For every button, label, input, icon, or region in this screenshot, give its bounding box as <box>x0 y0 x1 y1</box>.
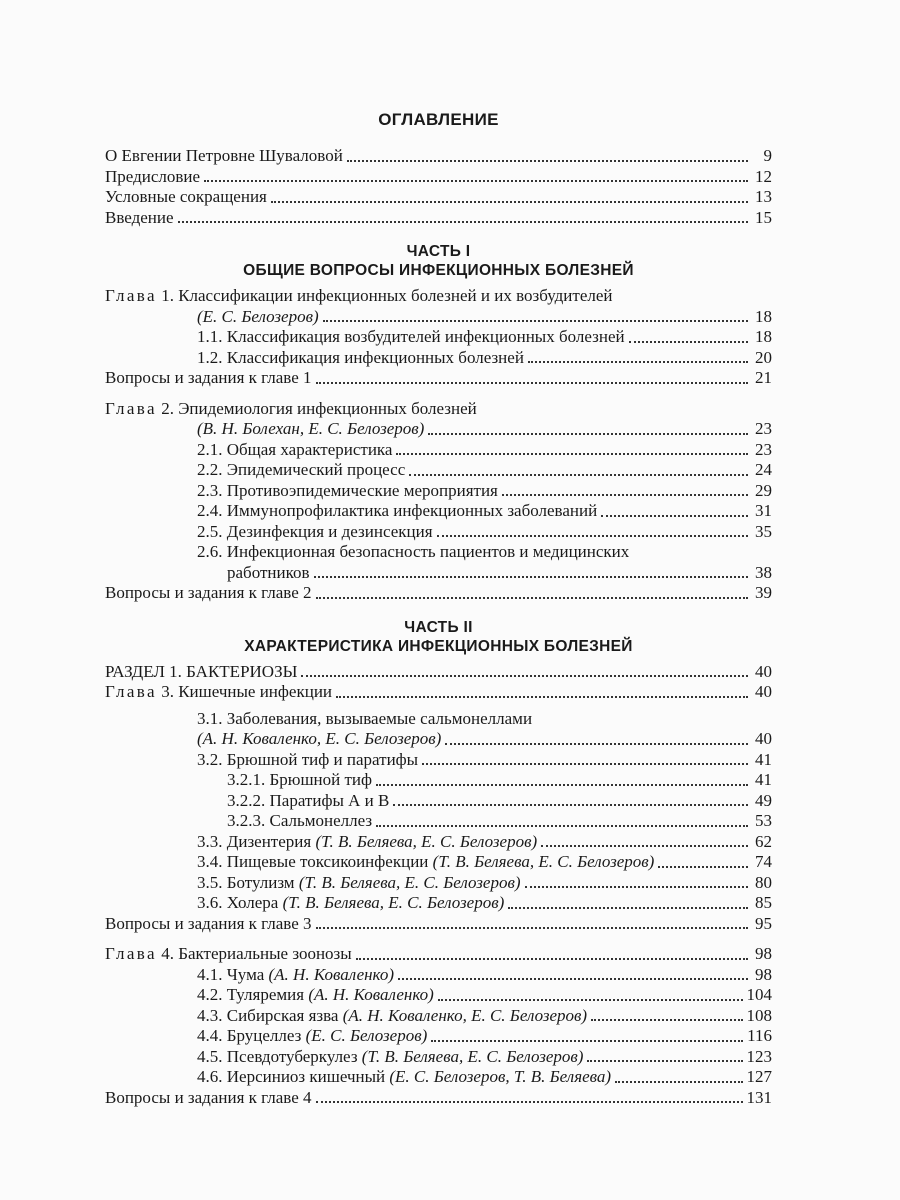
toc-entry[interactable] <box>105 419 772 440</box>
leader-dots <box>393 804 748 806</box>
toc-entry[interactable] <box>105 852 772 873</box>
entry-authors: (А. Н. Коваленко) <box>268 964 395 984</box>
entry-text: 3.6. Холера <box>197 893 283 912</box>
entry-text-line[interactable]: 2.6. Инфекционная безопасность пациентов и медицинских <box>197 542 630 561</box>
leader-dots <box>301 675 748 677</box>
leader-dots <box>525 886 748 888</box>
page-number: 49 <box>755 790 772 810</box>
entry-authors: (Т. В. Беляева, Е. С. Белозеров) <box>361 1046 584 1066</box>
toc-entry[interactable] <box>105 460 772 481</box>
leader-dots <box>398 978 748 980</box>
part-label: ЧАСТЬ I <box>406 243 471 260</box>
page-number: 38 <box>755 562 772 582</box>
entry-text: 2.2. Эпидемический процесс <box>197 460 406 479</box>
entry-text: Вопросы и задания к главе 2 <box>105 583 312 602</box>
leader-dots <box>437 535 748 537</box>
leader-dots <box>356 958 748 960</box>
chapter-heading[interactable] <box>105 399 772 420</box>
leader-dots <box>376 825 748 827</box>
leader-dots <box>316 1101 743 1103</box>
chapter-prefix: Глава <box>105 682 157 701</box>
page-number: 41 <box>755 749 772 769</box>
part-title: ОБЩИЕ ВОПРОСЫ ИНФЕКЦИОННЫХ БОЛЕЗНЕЙ <box>243 262 634 279</box>
toc-entry[interactable] <box>105 522 772 543</box>
toc-entry[interactable] <box>105 1067 772 1088</box>
entry-text-line[interactable]: 3.1. Заболевания, вызываемые сальмонеллами <box>197 708 533 728</box>
page-number: 23 <box>755 419 772 438</box>
toc-entry[interactable] <box>105 662 772 683</box>
page-number: 127 <box>746 1067 772 1086</box>
leader-dots <box>204 180 748 182</box>
leader-dots <box>587 1060 742 1062</box>
toc-entry[interactable] <box>105 811 772 832</box>
leader-dots <box>431 1040 743 1042</box>
page-number: 123 <box>746 1046 772 1066</box>
page-number: 35 <box>755 521 772 541</box>
page-number: 15 <box>755 207 772 227</box>
toc-entry[interactable] <box>105 750 772 771</box>
part-title: ХАРАКТЕРИСТИКА ИНФЕКЦИОННЫХ БОЛЕЗНЕЙ <box>244 637 633 655</box>
chapter-title: 2. Эпидемиология инфекционных болезней <box>161 398 477 418</box>
entry-text: 2.3. Противоэпидемические мероприятия <box>197 480 498 500</box>
leader-dots <box>541 845 748 847</box>
leader-dots <box>502 494 748 496</box>
toc-entry[interactable] <box>105 682 772 703</box>
leader-dots <box>396 453 748 455</box>
leader-dots <box>601 515 748 517</box>
leader-dots <box>314 576 748 578</box>
page-number: 12 <box>755 166 772 186</box>
page-number: 98 <box>755 964 772 984</box>
page-number: 53 <box>755 811 772 830</box>
entry-text: 3.4. Пищевые токсикоинфекции <box>197 852 433 871</box>
page-number: 85 <box>755 893 772 912</box>
entry-text: О Евгении Петровне Шуваловой <box>105 146 343 165</box>
page-number: 104 <box>746 985 772 1004</box>
chapter-prefix: Глава <box>105 398 157 418</box>
page-number: 40 <box>755 661 772 681</box>
entry-authors: (А. Н. Коваленко, Е. С. Белозеров) <box>197 729 442 748</box>
page-number: 131 <box>746 1087 772 1107</box>
entry-text: 2.4. Иммунопрофилактика инфекционных заболеваний <box>197 501 598 520</box>
toc-entry[interactable] <box>105 440 772 461</box>
entry-text: 3.2.1. Брюшной тиф <box>227 770 373 789</box>
entry-text: Вопросы и задания к главе 1 <box>105 368 312 387</box>
page-number: 108 <box>746 1005 772 1025</box>
toc-entry[interactable] <box>105 208 772 229</box>
chapter-prefix: Глава <box>105 944 157 963</box>
page-number: 9 <box>763 146 772 165</box>
entry-text: 4.5. Псевдотуберкулез <box>197 1046 362 1066</box>
toc-entry[interactable] <box>105 914 772 935</box>
page-number: 31 <box>755 501 772 520</box>
leader-dots <box>658 866 748 868</box>
entry-text: 3.3. Дизентерия <box>197 831 316 851</box>
page-number: 21 <box>755 368 772 387</box>
entry-text: 1.1. Классификация возбудителей инфекционных болезней <box>197 327 625 346</box>
part-label: ЧАСТЬ II <box>404 618 473 636</box>
chapter-title: 4. Бактериальные зоонозы <box>161 944 352 963</box>
toc-entry[interactable] <box>105 791 772 812</box>
leader-dots <box>347 160 748 162</box>
entry-text: 2.1. Общая характеристика <box>197 439 393 459</box>
entry-authors: (А. Н. Коваленко) <box>308 985 434 1004</box>
page-number: 62 <box>755 831 772 851</box>
entry-text: 3.2.3. Сальмонеллез <box>227 811 373 830</box>
entry-authors: (Т. В. Беляева, Е. С. Белозеров) <box>298 872 521 892</box>
leader-dots <box>316 382 748 384</box>
toc-entry[interactable] <box>105 1047 772 1068</box>
entry-text: Предисловие <box>105 166 201 186</box>
toc-entry[interactable] <box>105 583 772 604</box>
page-number: 18 <box>755 327 772 346</box>
leader-dots <box>422 763 748 765</box>
page-number: 18 <box>755 306 772 326</box>
entry-text: Вопросы и задания к главе 4 <box>105 1087 312 1107</box>
entry-text: 4.1. Чума <box>197 964 269 984</box>
entry-text: 3.5. Ботулизм <box>197 872 299 892</box>
toc-entry[interactable] <box>105 944 772 965</box>
page-number: 40 <box>755 729 772 748</box>
toc-entry[interactable] <box>105 1088 772 1109</box>
entry-authors: (Т. В. Беляева, Е. С. Белозеров) <box>432 852 655 871</box>
leader-dots <box>508 907 748 909</box>
toc-entry[interactable] <box>105 1026 772 1047</box>
leader-dots <box>323 320 748 322</box>
toc-entry[interactable] <box>105 729 772 750</box>
entry-authors: (Е. С. Белозеров) <box>305 1026 428 1045</box>
entry-text: 1.2. Классификация инфекционных болезней <box>197 347 524 367</box>
toc-entry[interactable] <box>105 501 772 522</box>
leader-dots <box>336 696 748 698</box>
toc-entry[interactable] <box>105 985 772 1006</box>
leader-dots <box>316 597 748 599</box>
leader-dots <box>615 1081 742 1083</box>
toc-entry[interactable] <box>105 873 772 894</box>
entry-text: Вопросы и задания к главе 3 <box>105 913 312 933</box>
page-number: 80 <box>755 872 772 892</box>
toc-entry[interactable] <box>105 146 772 167</box>
entry-text: 3.2.2. Паратифы А и В <box>227 790 390 810</box>
chapter-title: 3. Кишечные инфекции <box>161 682 333 701</box>
entry-authors: (Т. В. Беляева, Е. С. Белозеров) <box>282 893 505 912</box>
leader-dots <box>445 743 748 745</box>
leader-dots <box>271 201 748 203</box>
page-number: 95 <box>755 913 772 933</box>
toc-entry[interactable] <box>105 965 772 986</box>
chapter-title: 1. Классификации инфекционных болезней и их возбудителей <box>161 286 613 305</box>
chapter-heading[interactable] <box>105 286 772 307</box>
toc-entry[interactable] <box>105 167 772 188</box>
toc-entry[interactable] <box>105 187 772 208</box>
toc-entry[interactable] <box>105 348 772 369</box>
page-number: 23 <box>755 439 772 459</box>
entry-text: 2.5. Дезинфекция и дезинсекция <box>197 521 433 541</box>
leader-dots <box>591 1019 742 1021</box>
entry-authors: (Т. В. Беляева, Е. С. Белозеров) <box>315 831 538 851</box>
leader-dots <box>629 341 748 343</box>
entry-text: Введение <box>105 207 174 227</box>
page-number: 116 <box>747 1026 772 1045</box>
entry-text: 4.2. Туляремия <box>197 985 309 1004</box>
page-number: 29 <box>755 480 772 500</box>
leader-dots <box>376 784 748 786</box>
toc-entry[interactable] <box>105 481 772 502</box>
chapter-authors: (В. Н. Болехан, Е. С. Белозеров) <box>197 419 425 438</box>
toc-entry[interactable] <box>105 327 772 348</box>
leader-dots <box>178 221 748 223</box>
page-number: 24 <box>755 460 772 479</box>
page-number: 40 <box>755 682 772 701</box>
entry-text: работников <box>227 562 310 582</box>
page-number: 13 <box>755 187 772 206</box>
entry-text: 4.4. Бруцеллез <box>197 1026 306 1045</box>
page-number: 41 <box>755 770 772 789</box>
toc-entry[interactable] <box>105 1006 772 1027</box>
leader-dots <box>528 361 748 363</box>
entry-text: 4.3. Сибирская язва <box>197 1005 343 1025</box>
toc-entry[interactable] <box>105 770 772 791</box>
chapter-authors: (Е. С. Белозеров) <box>197 306 319 326</box>
page-number: 98 <box>755 944 772 963</box>
page-number: 39 <box>755 583 772 602</box>
section-title: РАЗДЕЛ 1. БАКТЕРИОЗЫ <box>105 661 298 681</box>
toc-entry[interactable] <box>105 368 772 389</box>
toc-entry[interactable] <box>105 307 772 328</box>
page-number: 20 <box>755 347 772 367</box>
leader-dots <box>316 927 748 929</box>
entry-text: Условные сокращения <box>105 187 267 206</box>
entry-text: 4.6. Иерсиниоз кишечный <box>197 1067 390 1086</box>
toc-entry[interactable] <box>105 893 772 914</box>
table-of-contents <box>105 110 772 1108</box>
leader-dots <box>409 474 748 476</box>
page-number: 74 <box>755 852 772 871</box>
toc-entry[interactable] <box>105 832 772 853</box>
entry-text: 3.2. Брюшной тиф и паратифы <box>197 749 419 769</box>
leader-dots <box>428 433 748 435</box>
entry-authors: (А. Н. Коваленко, Е. С. Белозеров) <box>342 1005 588 1025</box>
entry-authors: (Е. С. Белозеров, Т. В. Беляева) <box>389 1067 612 1086</box>
chapter-prefix: Глава <box>105 286 157 305</box>
page-title: ОГЛАВЛЕНИЕ <box>378 110 499 129</box>
leader-dots <box>438 999 743 1001</box>
toc-entry[interactable] <box>105 563 772 584</box>
